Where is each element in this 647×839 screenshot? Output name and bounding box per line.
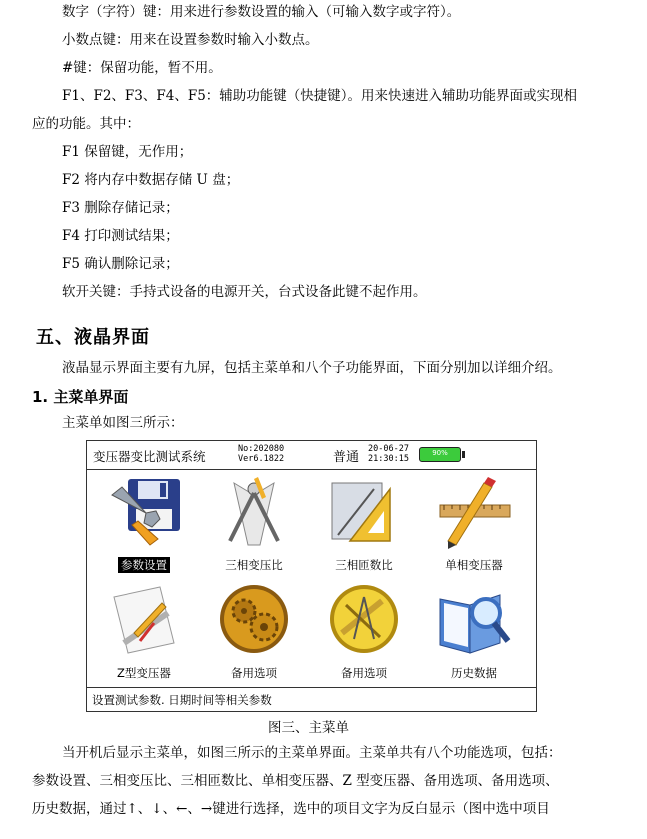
fkeys-text-2: 应的功能。其中：: [32, 116, 140, 132]
f2-text: F2 将内存中数据存储 U 盘；: [62, 172, 240, 188]
digit-key-text: 数字（字符）键：用来进行参数设置的输入（可输入数字或字符）。: [62, 4, 461, 20]
serial-number: No:202080: [238, 444, 285, 454]
menu-item-three-phase-ratio[interactable]: [199, 475, 309, 575]
datetime: [368, 445, 409, 464]
menu-item-label: 三相变压比: [225, 558, 283, 572]
sub-heading: 1. 主菜单界面: [32, 388, 129, 406]
menu-item-label: 备用选项: [231, 666, 277, 680]
f5-text: F5 确认删除记录；: [62, 256, 179, 272]
menu-item-three-phase-turns[interactable]: [309, 475, 419, 575]
menu-item-spare-1[interactable]: [199, 583, 309, 683]
section-intro: 液晶显示界面主要有九屏，包括主菜单和八个子功能界面，下面分别加以详细介绍。: [62, 360, 562, 376]
firmware-version: Ver6.1822: [238, 453, 285, 464]
menu-item-spare-2[interactable]: [309, 583, 419, 683]
menu-item-label: 历史数据: [451, 666, 497, 680]
sub-intro: 主菜单如图三所示：: [62, 415, 184, 431]
pencil-ruler-icon: [434, 475, 514, 549]
power-key-text: 软开关键：手持式设备的电源开关，台式设备此键不起作用。: [62, 284, 427, 300]
book-magnifier-icon: [434, 583, 514, 657]
menu-item-label: 备用选项: [341, 666, 387, 680]
f1-text: F1 保留键，无作用；: [62, 144, 193, 160]
closing-line-1: 当开机后显示主菜单，如图三所示的主菜单界面。主菜单共有八个功能选项，包括：: [62, 745, 562, 761]
menu-item-history[interactable]: [419, 583, 529, 683]
fkeys-text-1: F1、F2、F3、F4、F5：辅助功能键（快捷键）。用来快速进入辅助功能界面或实现相: [62, 88, 578, 104]
menu-item-label: Z型变压器: [117, 666, 171, 680]
figure-caption: 图三、主菜单: [268, 720, 349, 736]
floppy-wrench-icon: [104, 475, 184, 549]
battery-level: 90%: [432, 449, 448, 457]
time: 21:30:15: [368, 453, 409, 464]
main-menu-screen: [86, 440, 537, 712]
menu-item-single-phase[interactable]: [419, 475, 529, 575]
mode-indicator: 普通: [333, 450, 360, 465]
status-hint: 设置测试参数. 日期时间等相关参数: [92, 693, 272, 707]
closing-line-2: 参数设置、三相变压比、三相匝数比、单相变压器、Z 型变压器、备用选项、备用选项、: [32, 773, 559, 789]
section-heading: 五、液晶界面: [36, 327, 150, 348]
menu-item-label: 单相变压器: [445, 558, 503, 572]
version-info: [238, 445, 284, 464]
dot-key-text: 小数点键：用来在设置参数时输入小数点。: [62, 32, 319, 48]
drafting-tools-icon: [324, 583, 404, 657]
battery-icon: [419, 447, 461, 462]
date: 20-06-27: [368, 444, 409, 454]
status-bar: [87, 687, 536, 711]
triangle-ruler-icon: [324, 475, 404, 549]
compass-icon: [214, 475, 294, 549]
paper-tools-icon: [104, 583, 184, 657]
menu-item-param-settings[interactable]: [89, 475, 199, 575]
menu-item-z-transformer[interactable]: [89, 583, 199, 683]
closing-line-3: 历史数据，通过↑、↓、←、→键进行选择，选中的项目文字为反白显示（图中选中项目: [32, 801, 550, 817]
f3-text: F3 删除存储记录；: [62, 200, 179, 216]
menu-item-label: 三相匝数比: [335, 558, 393, 572]
hash-key-text: #键：保留功能，暂不用。: [62, 60, 222, 76]
screen-title: 变压器变比测试系统: [93, 449, 206, 464]
f4-text: F4 打印测试结果；: [62, 228, 179, 244]
screen-header: [87, 441, 536, 470]
menu-item-label: 参数设置: [118, 557, 170, 573]
gears-icon: [214, 583, 294, 657]
